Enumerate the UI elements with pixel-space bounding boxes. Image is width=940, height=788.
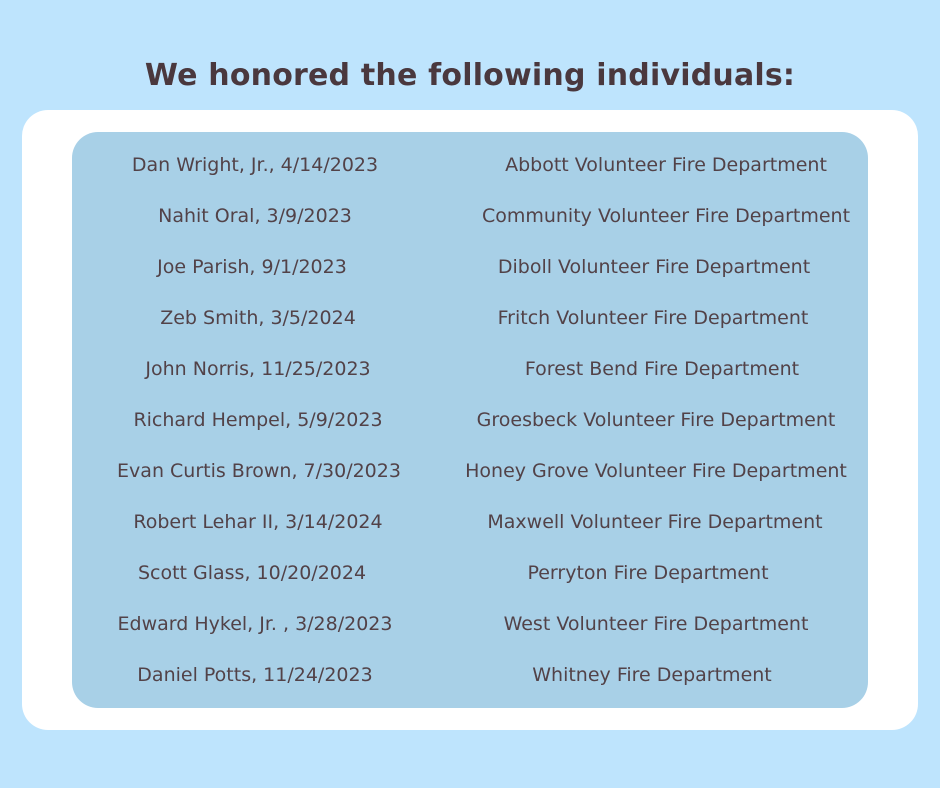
honoree-row [72,609,868,639]
honoree-row [72,303,868,333]
honoree-row [72,354,868,384]
honoree-row [72,201,868,231]
honoree-name: Richard Hempel, 5/9/2023 [133,409,383,431]
honoree-row [72,507,868,537]
honoree-department: Whitney Fire Department [532,664,772,686]
honoree-row [72,660,868,690]
honoree-row [72,405,868,435]
honoree-row [72,150,868,180]
honoree-name: Robert Lehar II, 3/14/2024 [133,511,383,533]
honoree-department: Maxwell Volunteer Fire Department [487,511,823,533]
honoree-row [72,558,868,588]
honoree-department: Forest Bend Fire Department [524,358,800,380]
honoree-name: John Norris, 11/25/2023 [145,358,371,380]
honoree-row [72,252,868,282]
honoree-name: Joe Parish, 9/1/2023 [157,256,347,278]
honoree-department: Fritch Volunteer Fire Department [497,307,809,329]
honoree-department: Diboll Volunteer Fire Department [497,256,811,278]
honoree-name: Scott Glass, 10/20/2024 [137,562,367,584]
honoree-department: Honey Grove Volunteer Fire Department [465,460,847,482]
honoree-name: Zeb Smith, 3/5/2024 [160,307,356,329]
honoree-name: Nahit Oral, 3/9/2023 [158,205,352,227]
page-title: We honored the following individuals: [144,58,796,93]
honoree-name: Daniel Potts, 11/24/2023 [137,664,373,686]
honoree-name: Evan Curtis Brown, 7/30/2023 [117,460,401,482]
honoree-department: Perryton Fire Department [527,562,769,584]
honoree-department: Community Volunteer Fire Department [481,205,851,227]
honoree-department: Groesbeck Volunteer Fire Department [476,409,836,431]
honoree-name: Edward Hykel, Jr. , 3/28/2023 [117,613,393,635]
honoree-department: Abbott Volunteer Fire Department [505,154,827,176]
honoree-name: Dan Wright, Jr., 4/14/2023 [131,154,379,176]
honoree-department: West Volunteer Fire Department [503,613,809,635]
honoree-row [72,456,868,486]
